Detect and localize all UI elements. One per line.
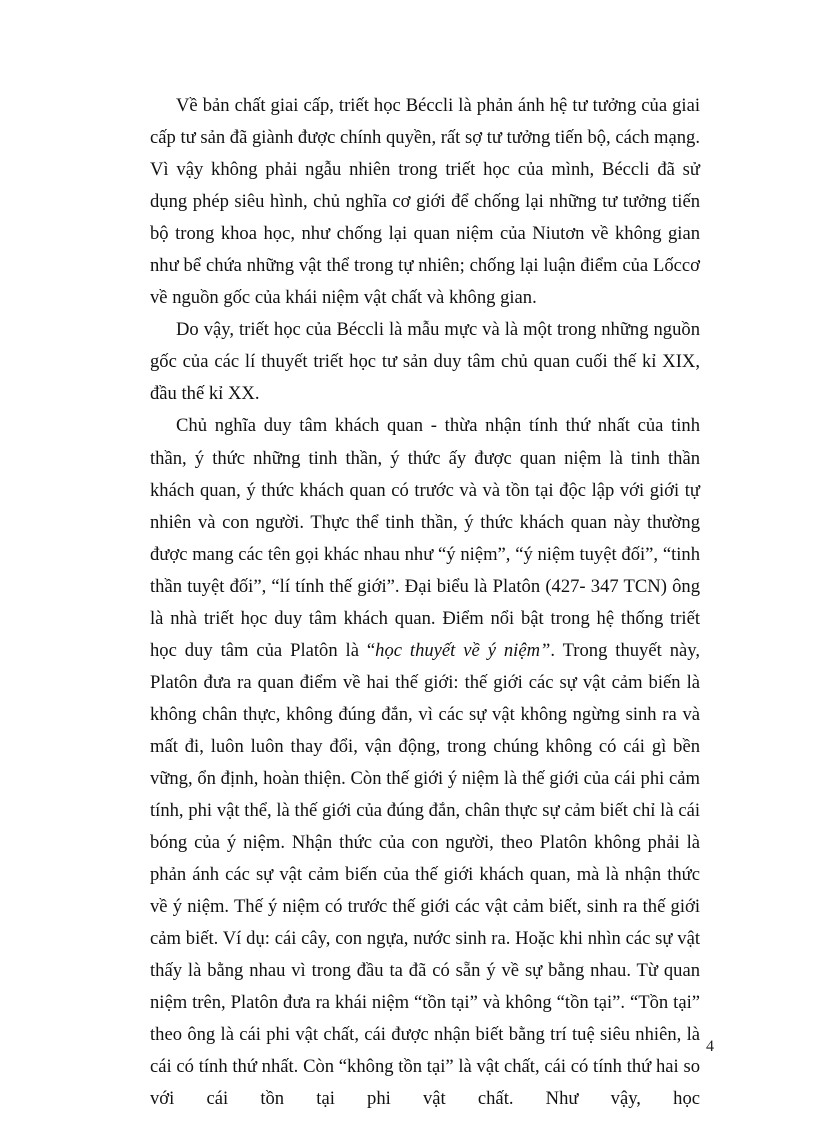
theory-of-ideas-italic: học thuyết về ý niệm” bbox=[375, 639, 551, 661]
paragraph-objective-idealism bbox=[150, 410, 700, 1115]
paragraph-objective-idealism-text-1: Chủ nghĩa duy tâm khách quan - thừa nhận tính thứ nhất của tinh thần, ý thức những tinh thần, ý thức ấy được quan niệm là tinh thần khách quan, ý thức khách quan có trước và và tồn tại độc lập với giới tự nhiên và con người. Thực thể tinh thần, ý thức khách quan này thường được mang các tên gọi khác nhau như “ý niệm”, “ý niệm tuyệt đối”, “tinh thần tuyệt đối”, “lí tính thế giới”. Đại biểu là Platôn (427- 347 TCN) ông là nhà triết học duy tâm khách quan. Điểm nổi bật trong hệ thống triết học duy tâm của Platôn là “ bbox=[150, 415, 700, 661]
paragraph-berkeley-conclusion: Do vậy, triết học của Béccli là mẫu mực và là một trong những nguồn gốc của các lí thuyết triết học tư sản duy tâm chủ quan cuối thế kỉ XIX, đầu thế kỉ XX. bbox=[150, 319, 700, 405]
document-body bbox=[150, 90, 700, 1116]
paragraph-berkeley-class-nature: Về bản chất giai cấp, triết học Béccli là phản ánh hệ tư tưởng của giai cấp tư sản đã giành được chính quyền, rất sợ tư tưởng tiến bộ, cách mạng. Vì vậy không phải ngẫu nhiên trong triết học của mình, Béccli đã sử dụng phép siêu hình, chủ nghĩa cơ giới để chống lại những tư tưởng tiến bộ trong khoa học, như chống lại quan niệm của Niutơn về không gian như bể chứa những vật thể trong tự nhiên; chống lại luận điểm của Lốccơ về nguồn gốc của khái niệm vật chất và không gian. bbox=[150, 95, 701, 309]
paragraph-objective-idealism-text-2: . Trong thuyết này, Platôn đưa ra quan điểm về hai thế giới: thế giới các sự vật cảm biến là không chân thực, không đúng đắn, vì các sự vật không ngừng sinh ra và mất đi, luôn luôn thay đổi, vận động, trong chúng không có cái gì bền vững, ổn định, hoàn thiện. Còn thế giới ý niệm là thế giới của cái phi cảm tính, phi vật thể, là thế giới của đúng đắn, chân thực sự cảm biết chỉ là cái bóng của ý niệm. Nhận thức của con người, theo Platôn không phải là phản ánh các sự vật cảm biến của thế giới khách quan, mà là nhận thức về ý niệm. Thế ý niệm có trước thế giới các vật cảm biết, sinh ra thế giới cảm biết. Ví dụ: cái cây, con ngựa, nước sinh ra. Hoặc khi nhìn các sự vật thấy là bằng nhau vì trong đầu ta đã có sẵn ý về sự bằng nhau. Từ quan niệm trên, Platôn đưa ra khái niệm “tồn tại” và không “tồn tại”. “Tồn tại” theo ông là cái phi vật chất, cái được nhận biết bằng trí tuệ siêu nhiên, là cái có tính thứ nhất. Còn “không tồn tại” là vật chất, cái có tính thứ hai so với cái tồn tại phi vật chất. Như vậy, học bbox=[150, 639, 700, 1110]
page-number: 4 bbox=[706, 1038, 714, 1055]
